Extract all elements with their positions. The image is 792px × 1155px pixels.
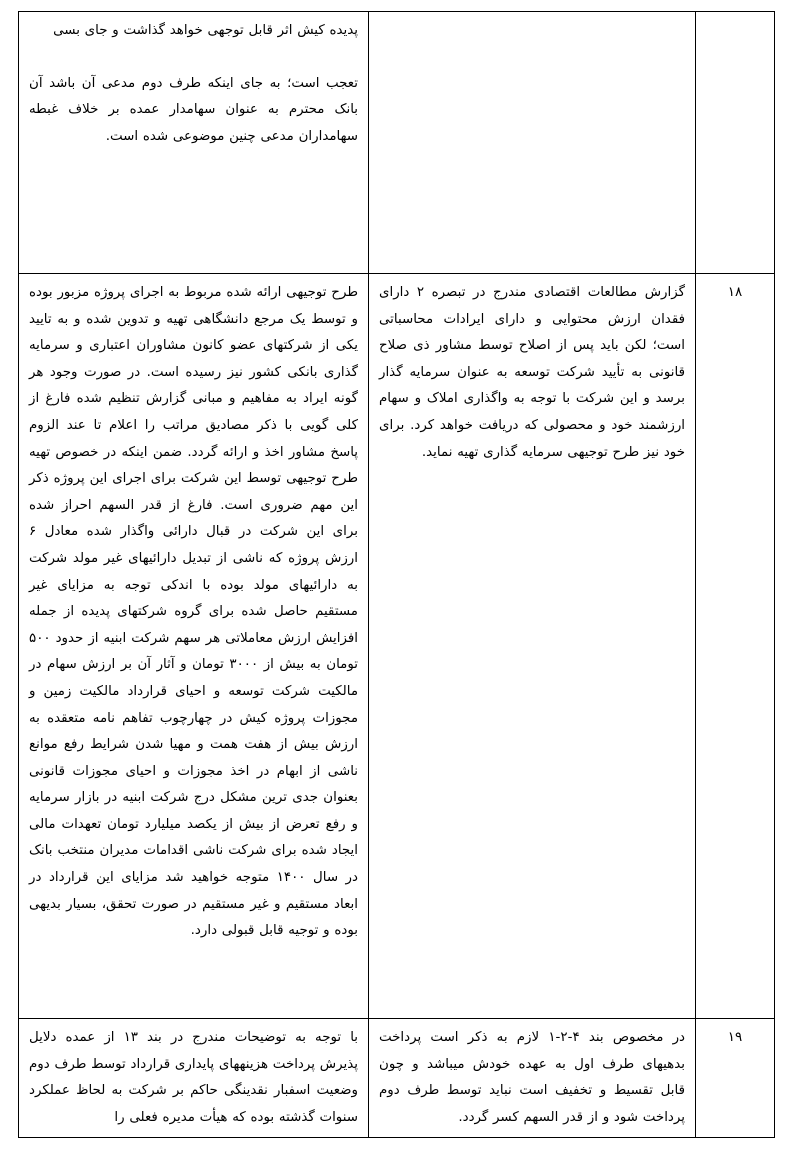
response-cell xyxy=(19,274,369,1019)
response-paragraph: طرح توجیهی ارائه شده مربوط به اجرای پروژه مزبور بوده و توسط یک مرجع دانشگاهی تهیه و تدوین شده و به تایید یکی از شرکتهای عضو کانون مشاوران اعتباری و سرمایه گذاری بانکی کشور نیز رسیده است. در صورت وجود هر گونه ایراد به مفاهیم و مبانی گزارش تنظیم شده فارغ از کلی گویی با ذکر مصادیق مراتب را اعلام تا عند الزوم پاسخ مشاور اخذ و ارائه گردد. ضمن اینکه در خصوص تهیه طرح توجیهی توسط این شرکت برای اجرای این پروژه ذکر این مهم ضروری است. فارغ از قدر السهم احراز شده برای این شرکت در قبال دارائی واگذار شده معادل ۶ ارزش پروژه که ناشی از تبدیل دارائیهای غیر مولد شرکت به دارائیهای مولد بوده با اندکی توجه به مزایای غیر مستقیم حاصل شده برای گروه شرکتهای پدیده از جمله افزایش ارزش معاملاتی هر سهم شرکت ابنیه از حدود ۵۰۰ تومان به بیش از ۳۰۰۰ تومان و آثار آن بر ارزش سهام در مالکیت شرکت توسعه و احیای قرارداد مالکیت زمین و مجوزات پروژه کیش در چهارچوب تفاهم نامه متعقده به ارزش بیش از هفت همت و مهیا شدن شرایط رفع موانع ناشی از ابهام در اخذ مجوزات و احیای مجوزات قانونی بعنوان جدی ترین مشکل درج شرکت ابنیه در بازار سرمایه و رفع تعرض از بیش از یکصد میلیارد تومان تعهدات مالی ایجاد شده برای شرکت ناشی اقدامات مدیران منتخب بانک در سال ۱۴۰۰ متوجه خواهید شد مزایای این قرارداد در ابعاد مستقیم و غیر مستقیم در صورت تحقق، بسیار بدیهی بوده و توجیه قابل قبولی دارد. xyxy=(29,285,358,939)
response-cell xyxy=(19,1019,369,1138)
row-number xyxy=(696,12,775,274)
comments-table xyxy=(18,11,775,1138)
row-number: ۱۸ xyxy=(696,274,775,1019)
table-row xyxy=(19,274,775,1019)
table-row xyxy=(19,1019,775,1138)
comment-cell xyxy=(369,12,696,274)
table-row xyxy=(19,12,775,274)
response-paragraph: پدیده کیش اثر قابل توجهی خواهد گذاشت و جای بسی xyxy=(53,23,358,38)
comment-cell: در مخصوص بند ۴-۲-۱ لازم به ذکر است پرداخت بدهیهای طرف اول به عهده خودش میباشد و چون قابل تقسیط و تخفیف است نباید توسط طرف دوم پرداخت شود و از قدر السهم کسر گردد. xyxy=(369,1019,696,1138)
row-number: ۱۹ xyxy=(696,1019,775,1138)
response-paragraph: تعجب است؛ به جای اینکه طرف دوم مدعی آن باشد آن بانک محترم به عنوان سهامدار عمده بر خلاف غبطه سهامداران مدعی چنین موضوعی شده است. xyxy=(29,75,358,144)
response-cell xyxy=(19,12,369,274)
paragraph-gap xyxy=(29,45,358,71)
comment-cell: گزارش مطالعات اقتصادی مندرج در تبصره ۲ دارای فقدان ارزش محتوایی و دارای ایرادات محاسباتی است؛ لکن باید پس از اصلاح توسط مشاور ذی صلاح قانونی به تأیید شرکت توسعه به عنوان سرمایه گذار برسد و این شرکت با توجه به واگذاری املاک و سهام ارزشمند خود و محصولی که دریافت خواهد کرد. برای خود نیز طرح توجیهی سرمایه گذاری تهیه نماید. xyxy=(369,274,696,1019)
response-paragraph: با توجه به توضیحات مندرج در بند ۱۳ از عمده دلایل پذیرش پرداخت هزینههای پایداری قرارداد توسط طرف دوم وضعیت اسفبار نقدینگی حاکم بر شرکت به لحاظ عملکرد سنوات گذشته بوده که هیأت مدیره فعلی را xyxy=(29,1030,359,1125)
